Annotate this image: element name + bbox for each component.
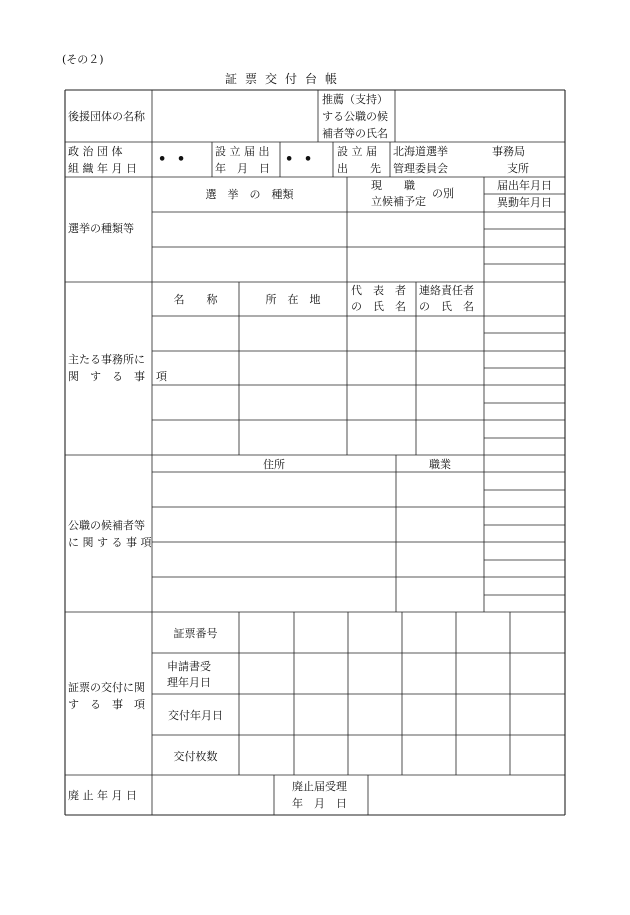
- filing-date-header: 届出年月日: [497, 179, 552, 192]
- candidate-section-label-line1: 公職の候補者等: [68, 519, 145, 532]
- support-group-name-label: 後援団体の名称: [68, 110, 145, 123]
- cert-number-label: 証票番号: [173, 627, 218, 640]
- recommend-label-line2: する公職の候: [322, 110, 388, 123]
- representative-header-line2: の 氏 名: [351, 300, 406, 313]
- candidate-occupation-header: 職業: [429, 458, 451, 471]
- office-name-header: 名 称: [173, 293, 218, 306]
- dest-value-line1: 北海道選挙: [393, 145, 448, 158]
- notify-date-dots: • •: [285, 152, 316, 167]
- recommend-label-line3: 補者等の氏名: [322, 127, 388, 140]
- status-header-suffix: の別: [432, 187, 454, 200]
- candidate-address-header: 住所: [263, 458, 285, 471]
- political-org-label-line2: 組 織 年 月 日: [68, 162, 137, 175]
- office-section-label-line1: 主たる事務所に: [68, 353, 145, 366]
- notify-date-label-line1: 設 立 届 出: [215, 145, 270, 158]
- representative-header-line1: 代 表 者: [351, 284, 406, 297]
- status-header-line2: 立候補予定: [371, 195, 426, 208]
- office-bureau: 事務局: [492, 145, 525, 158]
- abolish-receipt-label-line1: 廃止届受理: [292, 780, 347, 793]
- cert-section-label-line1: 証票の交付に関: [68, 681, 145, 694]
- form-number: (その２): [62, 53, 104, 66]
- candidate-section-label-line2: に 関 す る 事 項: [68, 536, 152, 549]
- issue-count-label: 交付枚数: [173, 750, 218, 763]
- org-date-dots: • •: [158, 152, 189, 167]
- notify-date-label-line2: 年 月 日: [215, 162, 270, 175]
- election-kind-header: 選 挙 の 種類: [205, 188, 294, 201]
- dest-label-line1: 設 立 届: [337, 145, 377, 158]
- election-type-label: 選挙の種類等: [68, 222, 134, 235]
- application-receipt-label-line2: 理年月日: [167, 676, 211, 689]
- change-date-header: 異動年月日: [497, 196, 552, 209]
- recommend-label-line1: 推薦（支持）: [322, 93, 388, 106]
- office-address-header: 所 在 地: [265, 293, 321, 306]
- dest-value-line2: 管理委員会: [393, 162, 448, 175]
- liaison-header-line1: 連絡責任者: [419, 284, 474, 297]
- abolish-receipt-label-line2: 年 月 日: [292, 797, 347, 810]
- office-branch: 支所: [507, 162, 529, 175]
- application-receipt-label-line1: 申請書受: [167, 660, 211, 673]
- office-section-label-line2: 関 す る 事 項: [68, 370, 167, 383]
- page-title: 証票交付台帳: [225, 72, 346, 86]
- abolish-date-label: 廃 止 年 月 日: [68, 789, 137, 802]
- issue-date-label: 交付年月日: [168, 709, 223, 722]
- liaison-header-line2: の 氏 名: [419, 300, 474, 313]
- political-org-label-line1: 政 治 団 体: [68, 145, 123, 158]
- cert-section-label-line2: す る 事 項: [68, 698, 145, 711]
- status-header-line1: 現 職: [371, 179, 415, 192]
- dest-label-line2: 出 先: [337, 162, 381, 175]
